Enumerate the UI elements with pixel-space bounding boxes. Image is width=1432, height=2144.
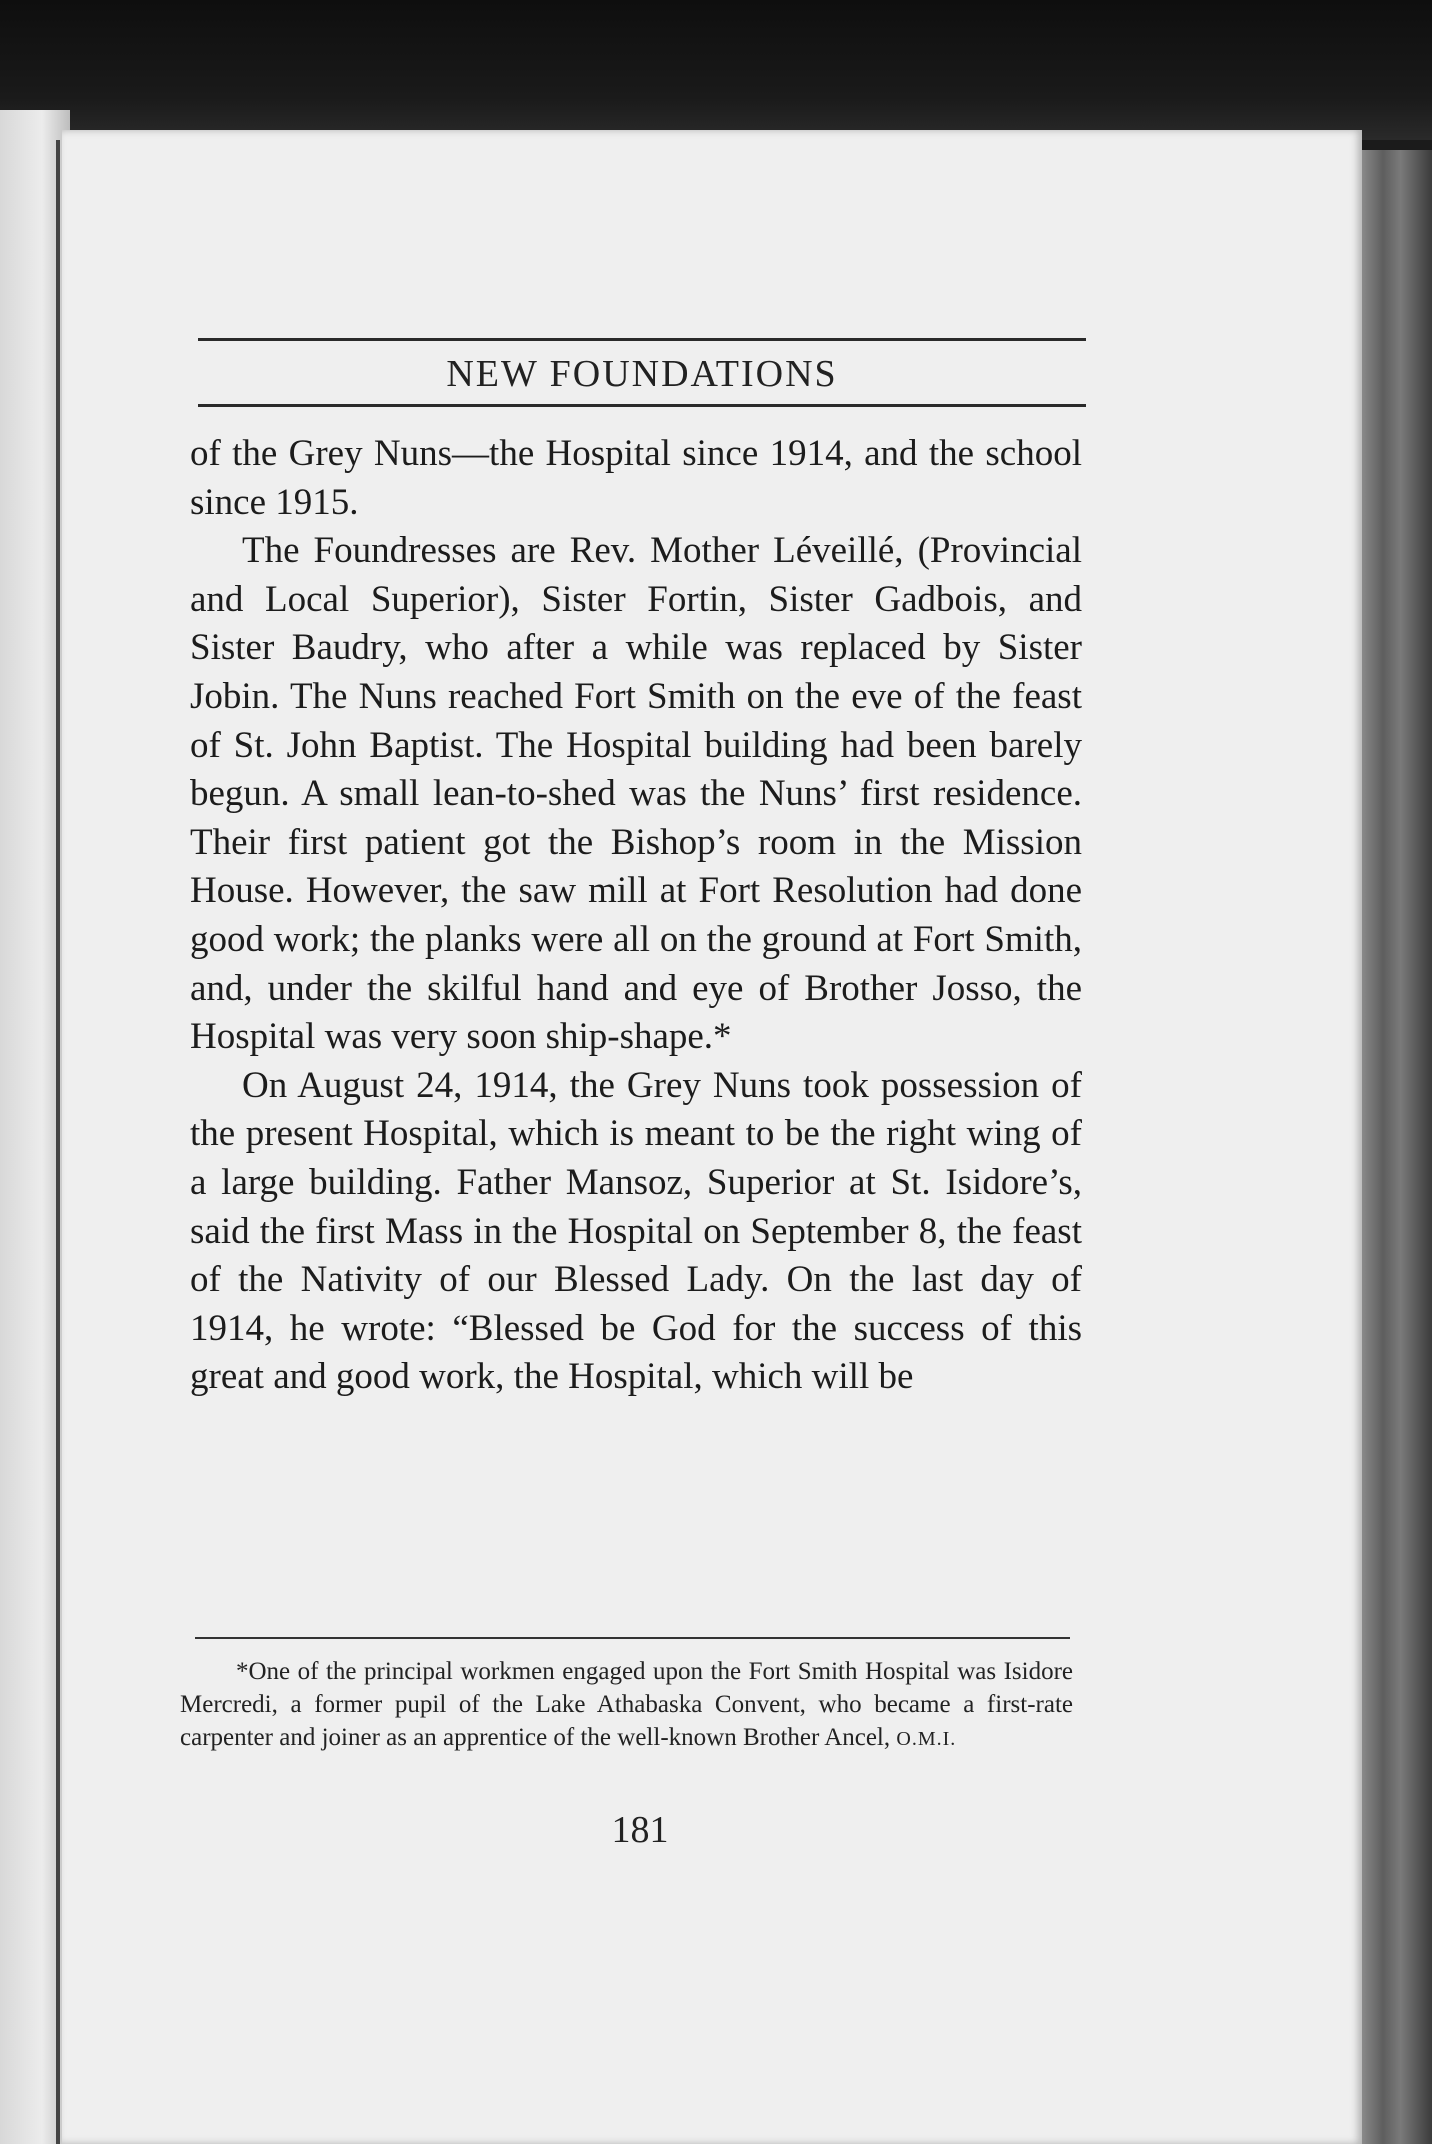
page-number: 181 bbox=[611, 1809, 669, 1851]
footnote bbox=[180, 1655, 1073, 1756]
footnote-abbreviation: O.M.I. bbox=[896, 1728, 957, 1750]
footnote-paragraph bbox=[180, 1655, 1073, 1756]
paragraph-continued: of the Grey Nuns—the Hospital since 1914, and the school since 1915. bbox=[190, 433, 1082, 523]
paragraph-august-1914: On August 24, 1914, the Grey Nuns took possession of the present Hospital, which is meant to be the right wing of a large building. Father Mansoz, Superior at St. Isidore’s, said the first Mass in the Hospital on September 8, the feast of the Nativity of our Blessed Lady. On the last day of 1914, he wrote: “Blessed be God for the success of this great and good work, the Hospital, which will be bbox=[190, 1064, 1082, 1398]
binding-edge bbox=[56, 140, 60, 2144]
running-head: NEW FOUNDATIONS bbox=[446, 353, 838, 395]
footnote-rule bbox=[195, 1637, 1070, 1639]
scan-background bbox=[0, 0, 1432, 140]
header-rule-top bbox=[198, 338, 1086, 341]
body-text bbox=[190, 430, 1082, 1402]
page-edge-stack bbox=[1362, 150, 1432, 2144]
paragraph-foundresses: The Foundresses are Rev. Mother Léveillé, (Provincial and Local Superior), Sister Fortin, Sister Gadbois, and Sister Baudry, who after a while was replaced by Sister Jobin. The Nuns reached Fort Smith on the eve of the feast of St. John Baptist. The Hospital building had been barely begun. A small lean-to-shed was the Nuns’ first residence. Their first patient got the Bishop’s room in the Mission House. However, the saw mill at Fort Resolution had done good work; the planks were all on the ground at Fort Smith, and, under the skilful hand and eye of Brother Josso, the Hospital was very soon ship-shape.* bbox=[190, 530, 1082, 1058]
footnote-text: *One of the principal workmen engaged upon the Fort Smith Hospital was Isidore Mercredi, a former pupil of the Lake Athabaska Convent, who became a first-rate carpenter and joiner as an apprentice of the well-known Brother Ancel, bbox=[180, 1658, 1073, 1751]
header-rule-bottom bbox=[198, 404, 1086, 407]
